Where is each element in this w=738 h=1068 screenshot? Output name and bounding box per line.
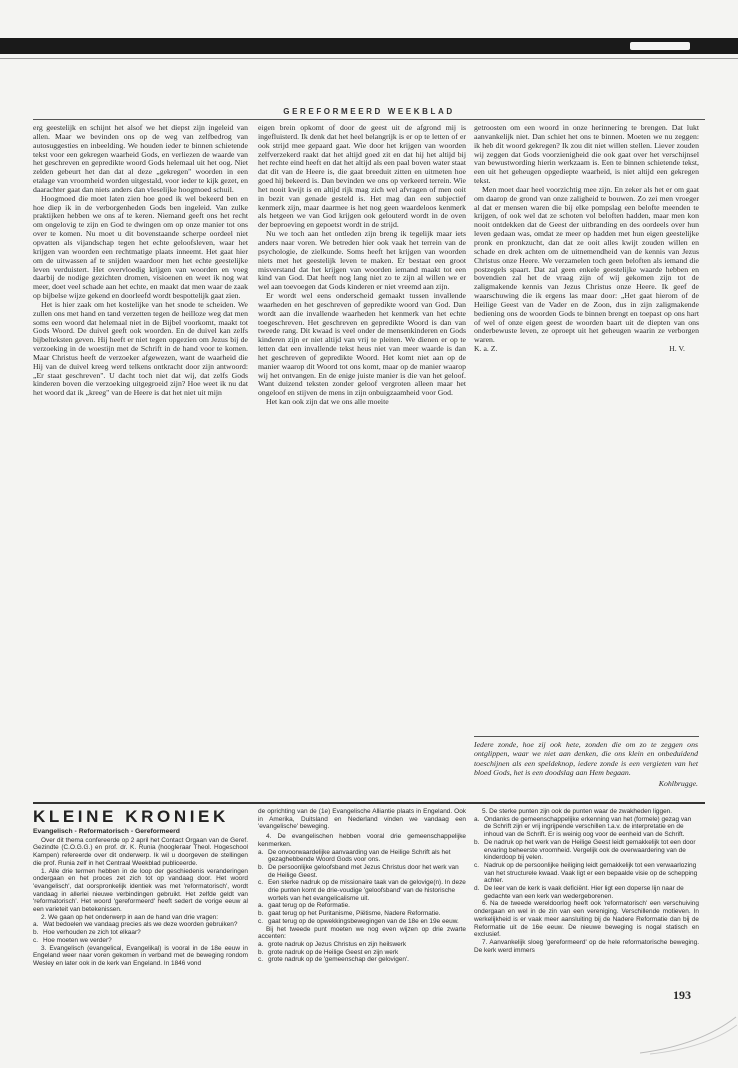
list-item: b. gaat terug op het Puritanisme, Piëtisme, Nadere Reformatie.	[258, 910, 441, 918]
paragraph: 2. We gaan op het onderwerp in aan de hand van drie vragen:	[41, 913, 219, 921]
list-item: c. Nadruk op de persoonlijke heiliging leidt gemakkelijk tot een verwaarlozing van het structurele kwaad. Vaak ligt er een bepaalde visie op de schepping achter.	[474, 861, 698, 885]
quote-author: Kohlbrugge.	[658, 779, 698, 789]
list-item: c. Een sterke nadruk op de missionaire taak van de gelovige(n). In deze drie punten komt de drie-voudige 'geloofsband' van de historische wortels van het evangelicalisme uit.	[258, 879, 466, 902]
kroniek-column-1	[33, 828, 248, 968]
list-item: a. De onvoorwaardelijke aanvaarding van de Heilige Schrift als het gezaghebbende Woord Gods voor ons.	[258, 848, 451, 864]
list-item: a. grote nadruk op Jezus Christus en zijn heilswerk	[258, 940, 407, 948]
page-curl-decoration	[640, 1015, 738, 1055]
page-number: 193	[673, 988, 691, 1002]
article-column-1	[33, 124, 248, 398]
paragraph: Nu we toch aan het ontleden zijn breng ik tegelijk maar iets anders naar voren. We betreden hier ook vaak het terrein van de psychologie, de zielkunde. Soms heeft het krijgen van woorden niets met het geestelijk leven te maken. Er bestaat een groot misverstand dat het krijgen van woorden iemand maakt tot een kind van God. Dat heeft nog lang niet zo te zijn al willen we er wel aan toevoegen dat Gods kinderen er niet vreemd aan zijn.	[258, 229, 466, 292]
paragraph: Bij het tweede punt moeten we nog even wijzen op drie zwarte accenten:	[258, 925, 466, 941]
running-header: GEREFORMEERD WEEKBLAD	[283, 107, 455, 116]
article-column-2	[258, 124, 466, 407]
paragraph: 5. De sterke punten zijn ook de punten waar de zwakheden liggen.	[482, 808, 673, 815]
paragraph: Men moet daar heel voorzichtig mee zijn. En zeker als het er om gaat om daarop de grond van onze zaligheid te bouwen. Zo zei men vroeger al dat er mensen waren die bij elke pompslag een belofte meenden te krijgen, of ook wel dat ze schoten vol beloften hadden, maar men kon nooit ontdekken dat de Geest der uitbranding en des oordeels over hun leven gedaan was, omdat ze meer op hadden met hun eigen geestelijke pronk en pronkzucht, dan dat ze ooit alles kwijt zouden willen en schade en drek achten om de uitnemendheid van de kennis van Jezus Christus onze Heere. We verzamelen toch geen beloften als iemand die postzegels spaart. Dat zal geen enkele geestelijke waarde hebben en bovendien zal het de vraag zijn of wij gekomen zijn tot de zaligmakende kennis van Jezus Christus onze Heere. Ik geef de waarschuwing die ik ergens las maar door: „Het gaat hierom of de Heilige Geest van de Vader en de Zoon, dus in zijn zaligmakende bediening ons de woorden Gods te binnen brengt en toepast op ons hart of wel of onze eigen geest de woorden baart uit de diepten van ons onderbewuste leven, ze oproept uit het geheugen waarin ze verborgen waren.	[474, 184, 699, 345]
section-rule	[33, 802, 705, 804]
list-item: a. gaat terug op de Reformatie.	[258, 902, 350, 910]
signature-line	[474, 345, 699, 354]
list-item: c. Hoe moeten we verder?	[33, 936, 112, 944]
paragraph: erg geestelijk en schijnt het alsof we het diepst zijn ingeleid van allen. Maar we bevinden ons op de weg van zelfbedrog van autosuggesties en inbeelding. We houden ieder te binnen schietende tekst voor een gekregen waarheid Gods, en verliezen de waarde van het geschreven en gepredikte woord Gods helemaal uit het oog. Niet zelden gebeurt het dan dat al deze „gekregen" woorden in een etalage van vroomheid worden uitgestald, voor ieder te kijk gezet, en daarachter gaat dan niets anders dan vleselijke hoogmoed schuil.	[33, 123, 248, 194]
list-item: b. Hoe verhouden ze zich tot elkaar?	[33, 929, 141, 937]
paragraph: eigen brein opkomt of door de geest uit de afgrond mij is ingefluisterd. Ik denk dat het heel belangrijk is er op te letten of er ook strijd mee gepaard gaat. Wie door het krijgen van woorden zelfverzekerd raakt dat het altijd goed zit en dat hij het altijd bij het rechte eind heeft en dat het altijd als een paal boven water staat dat dit van de Heere is, die gaat breeduit zitten en uitmeten hoe goed hij bekeerd is. Dan bevinden we ons op verkeerd terrein. Wie het nooit kwijt is en altijd rijk mag zich wel afvragen of men ooit in bezit van genade gesteld is. Het mag dan een subjectief kenmerk zijn, maar daarmee is het nog geen waardeloos kenmerk als hetgeen we van God krijgen ook gelouterd wordt in de oven der beproeving en gepoetst wordt in de strijd.	[258, 123, 466, 230]
paragraph: getroosten om een woord in onze herinnering te brengen. Dat lukt aanvankelijk niet. Dan schiet het ons te binnen. Moeten we nu zeggen: ik heb dit woord gekregen? Ik zou dit niet willen stellen. Liever zouden wij zeggen dat Gods voorzienigheid die ook gaat over het verschijnsel van bewustwording hierin werkzaam is. Een te binnen schietende tekst, een uit het geheugen opgediepte waarheid, is niet altijd een gekregen tekst.	[474, 123, 699, 186]
top-black-bar	[0, 38, 738, 54]
section-subtitle: Evangelisch - Reformatorisch - Gereformeerd	[33, 828, 180, 835]
quote-text: Iedere zonde, hoe zij ook hete, zonden die om zo te zeggen ons ontglippen, waar we niet aan denken, die ons klein en onbeduidend toeschijnen als een speldeknop, iedere zonde is een vergieten van het bloed Gods, het is een doodslag aan Hem begaan.	[474, 740, 698, 777]
paragraph: 6. Na de tweede wereldoorlog heeft ook 'reformatorisch' een verschuiving ondergaan en wel in de zin van een vereniging. Verschillende motieven. In werkelijkheid is er vaak meer aansluiting bij de Nadere Reformatie dan bij de Reformatie uit de 16e eeuw. De nieuwe beweging is nogal statisch en exclusief.	[474, 900, 699, 939]
paragraph: 7. Aanvankelijk sloeg 'gereformeerd' op de hele reformatorische beweging. De kerk werd immers	[474, 938, 699, 954]
signature-left: K. a. Z.	[474, 344, 498, 354]
paragraph: 1. Alle drie termen hebben in de loop der geschiedenis veranderingen ondergaan en het proces zet zich tot op vandaag door. Het woord 'evangelisch', dat oorspronkelijk identiek was met 'reformatorisch', wordt vandaag in allerlei nieuwe verbindingen gebruikt. Het zelfde geldt van 'reformatorisch'. Het woord 'gereformeerd' heeft sedert de vorige eeuw al een varieteit van betekenissen.	[33, 867, 248, 914]
top-rule	[0, 58, 738, 59]
quote-rule	[474, 736, 699, 737]
list-item: c. grote nadruk op de 'gemeenschap der gelovigen'.	[258, 956, 409, 964]
signature-right: H. V.	[669, 344, 685, 354]
list-item: a. Ondanks de gemeenschappelijke erkenning van het (formele) gezag van de Schrift zijn er vrij ingrijpende verschillen t.a.v. de interpretatie en de inhoud van de Schrift. Er is weinig oog voor de eenheid van de Schrift.	[474, 815, 692, 839]
bar-notch	[630, 42, 690, 50]
list-item: a. Wat bedoelen we vandaag precies als we deze woorden gebruiken?	[33, 921, 238, 929]
section-title: KLEINE KRONIEK	[33, 807, 229, 826]
paragraph: de oprichting van de (1e) Evangelische Alliantie plaats in Engeland. Ook in Amerika, Duitsland en Nederland vinden we vandaag een 'evangelische' beweging.	[258, 808, 466, 831]
list-item: d. De leer van de kerk is vaak deficiënt. Hier ligt een doperse lijn naar de gedachte van een kerk van wedergeborenen.	[474, 885, 684, 900]
quote-box	[474, 740, 698, 788]
kroniek-column-3	[474, 808, 699, 954]
list-item: b. De nadruk op het werk van de Heilige Geest leidt gemakkelijk tot een door ervaring beheerste vroomheid. Vergelijk ook de overwaardering van de kinderdoop bij velen.	[474, 838, 696, 862]
header-rule	[33, 119, 705, 120]
paragraph: Over dit thema confereerde op 2 april het Contact Orgaan van de Geref. Gezindte (C.O.G.G.) en prof. dr. K. Runia (hoogleraar Theol. Hogeschool Kampen) refereerde over dit onderwerp. Ik wil u doorgeven de stellingen die prof. Runia zelf in het Centraal Weekblad publiceerde.	[33, 836, 248, 867]
paragraph: 3. Evangelisch (evangelical, Evangelikal) is vooral in de 18e eeuw in Engeland weer naar voren gekomen in verband met de beweging rondom Wesley en later ook in de kerk van Engeland. In 1846 vond	[33, 944, 248, 967]
list-item: c. gaat terug op de opwekkingsbewegingen van de 18e en 19e eeuw.	[258, 917, 459, 925]
article-column-3	[474, 124, 699, 354]
paragraph: Er wordt wel eens onderscheid gemaakt tussen invallende waarheden en het geschreven of gepredikte woord van God. Dan wordt aan die invallende waarheden het kenmerk van het echte toegeschreven. Het geschreven en gepredikte Woord is dan van tweede rang. Dit kwaad is veel onder de mensenkinderen en Gods kinderen zijn er niet altijd van vrij te pleiten. We dienen er op te letten dat een invallende tekst heus niet van meer waarde is dan het geschreven of gepredikte Woord. Het komt niet aan op de manier waarop dit Woord tot ons komt, maar op de manier waarop wij het ontvangen. En de enige juiste manier is die van het geloof. Want duizend teksten zonder geloof vergroten alleen maar het ongeloof en stijven de mens in zijn onbuigzaamheid voor God.	[258, 291, 466, 398]
list-item: b. grote nadruk op de Heilige Geest en zijn werk	[258, 948, 399, 956]
paragraph: Het is hier zaak om het kostelijke van het snode te scheiden. We zullen ons met hand en tand verzetten tegen de heilloze weg dat men soms een woord dat helemaal niet in de Bijbel voorkomt, maakt tot Gods Woord. De duivel geeft ook woorden. En de duivel kan zelfs bijbelteksten geven. Hij heeft er niet tegen opgezien om Jezus bij de verzoeking in de woestijn met de Schrift in de hand voor te komen. Maar Christus heeft de verzoeker afgewezen, want de waarheid die Hij van de duivel kreeg werd telkens ontkracht door zijn antwoord: „Er staat geschreven". U dacht toch niet dat wij, dat zelfs Gods kinderen boven die verzoeking uitgegroeid zijn? Hoe weet ik nu dat het woord dat ik „kreeg" van de Heere is dat het niet uit mijn	[33, 299, 248, 398]
paragraph: Hoogmoed die moet laten zien hoe goed ik wel bekeerd ben en hoe diep ik in de verborgenheden Gods ben ingeleid. Van zulke praktijken hebben we ons af te keren. Niemand geeft ons het recht om ongelovig te zijn en God te dwingen om op onze manier tot ons over te komen. Nu moet u dit bovenstaande scherpe oordeel niet opvatten als vijandschap tegen het echte geloofsleven, waar het krijgen van woorden een rechtmatige plaats inneemt. Het gaat hier om de uitwassen af te snijden waardoor men het echte geestelijke leven verduistert. Het overvloedig krijgen van woorden en voeg daarbij de nodige gezichten dromen, visioenen en weet ik nog wat meer, doet veel schade aan het echte, en maakt dat men waar de zaak op bijbelse wijze gekend en doorleefd wordt bespottelijk gaat zien.	[33, 193, 248, 301]
paragraph: Het kan ook zijn dat we ons alle moeite	[266, 397, 389, 407]
list-item: b. De persoonlijke geloofsband met Jezus Christus door het werk van de Heilige Geest.	[258, 863, 459, 879]
kroniek-column-2	[258, 808, 466, 964]
paragraph: 4. De evangelischen hebben vooral drie gemeenschappelijke kenmerken.	[258, 833, 466, 848]
